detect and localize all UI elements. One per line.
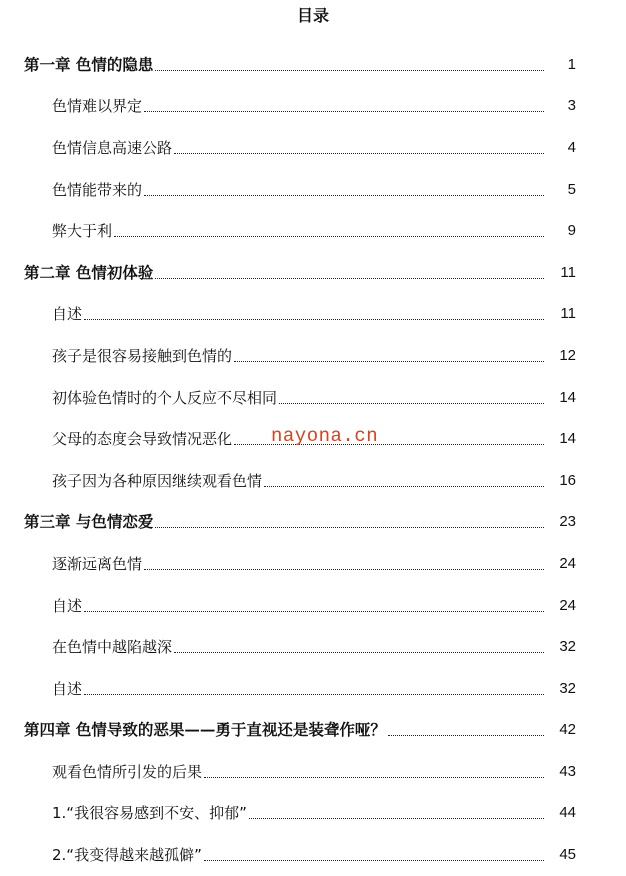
dot-leader — [144, 568, 544, 570]
toc-section-entry[interactable] — [0, 86, 626, 128]
toc-entry-label: 第四章 色情导致的恶果——勇于直视还是装聋作哑？ — [24, 720, 386, 740]
toc-entry-label: 第二章 色情初体验 — [24, 262, 154, 282]
toc-entry-page-number: 44 — [559, 804, 576, 822]
toc-entry-label: 弊大于利 — [52, 222, 113, 241]
toc-section-entry[interactable] — [0, 460, 626, 502]
toc-section-entry[interactable] — [0, 335, 626, 377]
toc-entry-page-number: 42 — [559, 721, 576, 739]
toc-entry-page-number: 32 — [559, 638, 576, 656]
toc-entry-page-number: 12 — [559, 346, 576, 364]
dot-leader — [279, 402, 544, 404]
toc-section-entry[interactable] — [0, 210, 626, 252]
toc-entry-page-number: 45 — [559, 846, 576, 864]
toc-entry-page-number: 1 — [567, 55, 576, 73]
toc-entry-label: 孩子因为各种原因继续观看色情 — [52, 471, 263, 490]
toc-entry-label: 1.“我很容易感到不安、抑郁” — [52, 804, 247, 823]
dot-leader — [114, 235, 544, 237]
page-title: 目录 — [296, 6, 329, 25]
dot-leader — [204, 776, 544, 778]
toc-entry-label: 第三章 与色情恋爱 — [24, 512, 154, 532]
toc-entry-page-number: 24 — [559, 596, 576, 614]
toc-entry-label: 第一章 色情的隐患 — [24, 54, 154, 74]
dot-leader — [174, 152, 544, 154]
toc-section-entry[interactable] — [0, 377, 626, 419]
dot-leader — [84, 693, 544, 695]
dot-leader — [174, 651, 544, 653]
toc-section-entry[interactable] — [0, 668, 626, 710]
watermark: nayona.cn — [271, 425, 379, 447]
toc-entry-page-number: 4 — [567, 138, 576, 156]
toc-entry-page-number: 16 — [559, 471, 576, 489]
toc-section-entry[interactable] — [0, 127, 626, 169]
dot-leader — [84, 318, 544, 320]
toc-entry-label: 初体验色情时的个人反应不尽相同 — [52, 388, 278, 407]
toc-entry-page-number: 3 — [567, 97, 576, 115]
dot-leader — [204, 859, 544, 861]
dot-leader — [249, 817, 544, 819]
toc-entry-label: 逐渐远离色情 — [52, 554, 143, 573]
toc-entry-label: 自述 — [52, 679, 83, 698]
toc-section-entry[interactable] — [0, 294, 626, 336]
toc-entry-label: 色情信息高速公路 — [52, 138, 173, 157]
toc-entry-label: 在色情中越陷越深 — [52, 638, 173, 657]
dot-leader — [264, 485, 544, 487]
toc-entry-label: 色情能带来的 — [52, 180, 143, 199]
toc-section-entry[interactable] — [0, 585, 626, 627]
dot-leader — [84, 610, 544, 612]
toc-chapter-entry[interactable] — [0, 252, 626, 294]
dot-leader — [144, 110, 544, 112]
toc-chapter-entry[interactable] — [0, 502, 626, 544]
toc-entry-label: 父母的态度会导致情况恶化 — [52, 430, 233, 449]
toc-section-entry[interactable] — [0, 626, 626, 668]
dot-leader — [155, 277, 544, 279]
toc-section-entry[interactable] — [0, 834, 626, 876]
toc-entry-page-number: 11 — [560, 305, 576, 323]
toc-entry-label: 自述 — [52, 305, 83, 324]
toc-section-entry[interactable] — [0, 169, 626, 211]
toc-entry-label: 2.“我变得越来越孤僻” — [52, 846, 202, 865]
toc-entry-label: 自述 — [52, 596, 83, 615]
toc-entry-page-number: 24 — [559, 554, 576, 572]
toc-chapter-entry[interactable] — [0, 44, 626, 86]
toc-entry-page-number: 23 — [559, 513, 576, 531]
toc-section-entry[interactable] — [0, 543, 626, 585]
toc-entry-label: 观看色情所引发的后果 — [52, 762, 203, 781]
toc-entry-page-number: 5 — [567, 180, 576, 198]
toc-section-entry[interactable] — [0, 793, 626, 835]
toc-entry-page-number: 14 — [559, 430, 576, 448]
toc-entry-page-number: 11 — [560, 263, 576, 281]
toc-section-entry[interactable] — [0, 751, 626, 793]
dot-leader — [144, 194, 544, 196]
toc-entry-page-number: 14 — [559, 388, 576, 406]
dot-leader — [155, 69, 544, 71]
toc-entry-page-number: 32 — [559, 679, 576, 697]
toc-chapter-entry[interactable] — [0, 710, 626, 752]
table-of-contents — [0, 44, 626, 876]
dot-leader — [388, 734, 544, 736]
toc-entry-page-number: 43 — [559, 762, 576, 780]
dot-leader — [155, 526, 544, 528]
toc-entry-label: 色情难以界定 — [52, 97, 143, 116]
toc-entry-label: 孩子是很容易接触到色情的 — [52, 346, 233, 365]
toc-entry-page-number: 9 — [567, 222, 576, 240]
dot-leader — [234, 360, 544, 362]
